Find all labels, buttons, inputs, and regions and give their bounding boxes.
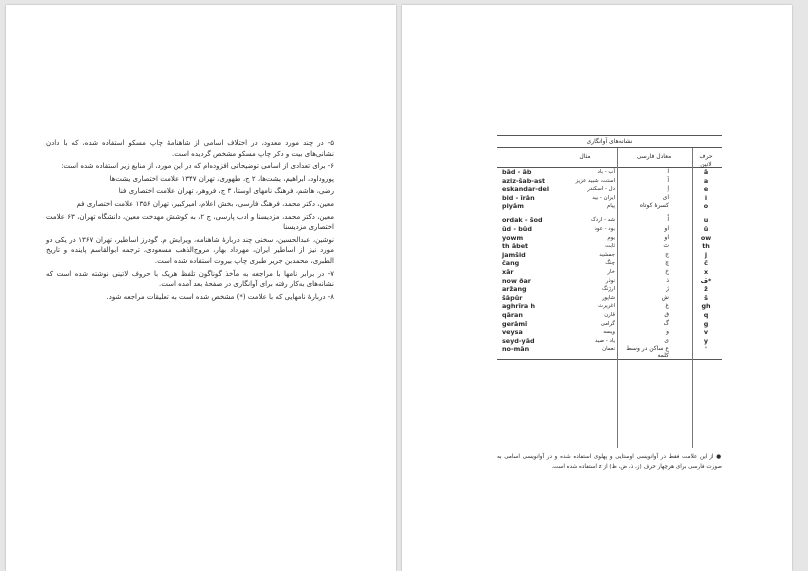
table-row [497, 320, 722, 329]
table-row [497, 177, 722, 186]
persian-letter-cell: او [664, 224, 669, 232]
notes-block [46, 138, 334, 304]
persian-word-cell: استت، شبید عزیز [575, 177, 615, 184]
example-cell: piyām [502, 202, 524, 211]
example-cell: čang [502, 259, 520, 268]
table-row [497, 328, 722, 337]
source-noushin: نوشین، عبدالحسین، سخنی چند دربارهٔ شاهنامه، ویرایش م. گودرز اساطیر، تهران ۱۳۶۷ در یکی دو مورد نیز از اساطیر ایران، مهرداد بهار، مروج‌الذهب مسعودی، ترجمه ابوالقاسم پاینده و تاریخ الطبری، محمدبن جریر طبری چاپ بیروت استفاده شده است. [46, 235, 334, 265]
persian-word-cell: شد - اردک [590, 217, 615, 224]
persian-word-cell: دل - اسکندر [587, 186, 615, 193]
note-7: ۷- در برابر نامها با مراجعه به مآخذ گوناگون تلفظ هریک با حروف لاتینی نوشته شده است که نشانه‌های به‌کار رفته برای آوانگاری در صفحهٔ بعد آمده است. [46, 269, 334, 289]
note-8: ۸- دربارهٔ نامهایی که با علامت (*) مشخص شده است به تعلیقات مراجعه شود. [106, 292, 334, 301]
latin-letter-cell: x [703, 267, 709, 276]
table-row [497, 337, 722, 346]
table-row [497, 185, 722, 194]
example-cell: ordak - šod [502, 216, 543, 225]
example-cell: eskandar-del [502, 185, 550, 194]
example-cell: aržang [502, 285, 527, 294]
latin-letter-cell: gh [701, 302, 711, 311]
table-row [497, 234, 722, 243]
latin-letter-cell: th [702, 242, 710, 251]
example-cell: now ðar [502, 276, 531, 285]
note-6: ۶- برای تعدادی از اسامی توضیحاتی افزوده‌ام که در این مورد، از منابع زیر استفاده شده است: [61, 162, 334, 171]
latin-letter-cell: e [703, 185, 709, 194]
persian-letter-cell: ث [663, 242, 669, 250]
latin-letter-cell: v [703, 328, 709, 337]
footnote [497, 453, 722, 472]
table-row [497, 277, 722, 286]
footnote-text: از این علامت فقط در آوانویسی اوستایی و پهلوی استفاده شده و در آوانویسی اسامی به صورت فارسی برای هرچهار حرف (ز، ذ، ض، ظ) از z استفاده شده است. [497, 454, 722, 470]
example-cell: bād - āb [502, 168, 532, 176]
persian-word-cell: یوم [607, 234, 615, 241]
persian-letter-cell: آ [667, 168, 669, 175]
latin-letter-cell: ڤ* [700, 276, 712, 285]
table-row [497, 202, 722, 216]
example-cell: veysa [502, 328, 523, 337]
persian-word-cell: قارن [604, 311, 615, 318]
latin-letter-cell: č [704, 259, 708, 268]
column-divider [692, 148, 693, 448]
example-cell: qāran [502, 310, 523, 319]
persian-word-cell: خار [607, 268, 615, 275]
example-cell: seyd-yād [502, 336, 535, 345]
persian-word-cell: بود - عود [594, 225, 615, 232]
example-cell: šāpūr [502, 293, 523, 302]
example-cell: yowm [502, 233, 524, 242]
table-row [497, 345, 722, 359]
table-header [497, 148, 722, 168]
persian-letter-cell: خ [665, 267, 669, 275]
persian-word-cell: ارژنگ [601, 286, 615, 293]
latin-letter-cell: ' [705, 345, 707, 354]
persian-word-cell: آب - باد [597, 169, 615, 175]
example-cell: bid - īrān [502, 193, 535, 202]
table-row [497, 259, 722, 268]
latin-letter-cell: u [703, 216, 709, 225]
persian-letter-cell: و [666, 328, 669, 336]
example-cell: jamšid [502, 250, 526, 259]
example-cell: th ābet [502, 242, 529, 251]
persian-letter-cell: ق [664, 310, 669, 318]
table-bottom-rule [497, 359, 722, 360]
latin-letter-cell: ow [700, 233, 712, 242]
example-cell: ūd - būd [502, 224, 532, 233]
latin-letter-cell: ū [703, 224, 709, 233]
persian-word-cell: یاد - صید [595, 337, 615, 344]
persian-letter-cell: اِ [667, 185, 669, 193]
source-avesta-names: رضی، هاشم، فرهنگ نامهای اوستا، ۳ ج، فروهر، تهران علامت اختصاری فنا [118, 187, 334, 196]
persian-word-cell: ایران - بید [592, 194, 615, 201]
persian-letter-cell: چ [665, 259, 669, 267]
latin-letter-cell: y [703, 336, 709, 345]
latin-letter-cell: ā [703, 168, 709, 176]
example-cell: aghrīra h [502, 302, 536, 311]
footnote-marker: ● [716, 454, 723, 460]
example-cell: gerāmī [502, 319, 528, 328]
persian-word-cell: اغریرث [598, 303, 615, 310]
latin-letter-cell: q [703, 310, 709, 319]
note-5: ۵- در چند مورد معدود، در اختلاف اسامی از شاهنامهٔ چاپ مسکو استفاده شده، که با دادن نشانی‌های بیت و دکر چاپ مسکو مشخص گردیده است. [46, 139, 334, 158]
latin-letter-cell: a [703, 176, 709, 185]
example-cell: xār [502, 267, 514, 276]
persian-word-cell: پیام [606, 203, 615, 210]
persian-letter-cell: ای [662, 193, 669, 201]
table-row [497, 311, 722, 320]
header-latin: حرف لاتین [699, 153, 713, 168]
persian-letter-cell: ذ [666, 276, 669, 284]
table-title: نشانه‌های آوانگاری [497, 135, 722, 148]
table-row [497, 242, 722, 251]
table-row [497, 251, 722, 260]
persian-letter-cell: اَ [667, 176, 669, 184]
source-yashtha: پوروداود، ابراهیم، یشت‌ها، ۲ ج، طهوری، تهران ۱۳۴۷ علامت اختصاری یشت‌ها [109, 174, 334, 183]
persian-letter-cell: کسرهٔ کوتاه [639, 202, 669, 210]
table-row [497, 302, 722, 311]
table-row [497, 168, 722, 177]
latin-letter-cell: o [703, 202, 709, 211]
persian-letter-cell: گ [663, 319, 669, 327]
persian-word-cell: ویسه [603, 329, 615, 336]
table-row [497, 225, 722, 234]
latin-letter-cell: š [704, 293, 708, 302]
transliteration-table [497, 135, 722, 360]
persian-word-cell: نوذر [605, 277, 615, 284]
source-mazdisna: معین، دکتر محمد، مزدیسنا و ادب پارسی، ج ۲، به کوشش مهدخت معین، دانشگاه تهران، ۶۳ علامت اختصاری مزدیسنا [46, 212, 335, 232]
persian-letter-cell: ج [665, 250, 669, 258]
persian-word-cell: گرامی [600, 320, 615, 327]
persian-letter-cell: ش [661, 293, 669, 301]
example-cell: aziz-šab-ast [502, 176, 546, 185]
persian-letter-cell: غ [665, 302, 669, 310]
persian-letter-cell: ع ساکن در وسط کلمه [626, 345, 669, 360]
persian-word-cell: جمشید [599, 251, 615, 258]
persian-letter-cell: اُ [667, 216, 669, 224]
persian-letter-cell: ژ [666, 285, 669, 293]
right-page [402, 5, 792, 571]
persian-word-cell: شاپور [601, 294, 615, 301]
persian-letter-cell: ی [664, 336, 669, 344]
header-example: مثال [579, 153, 591, 160]
table-body [497, 168, 722, 359]
persian-word-cell: ثابت [605, 243, 615, 250]
persian-word-cell: نعمان [602, 346, 615, 353]
left-page [6, 5, 396, 571]
persian-word-cell: چنگ [605, 260, 615, 267]
source-farhang-farsi: معین، دکتر محمد، فرهنگ فارسی، بخش اعلام، امیرکبیر، تهران ۱۳۵۶ علامت اختصاری فم [76, 199, 334, 208]
header-persian-equiv: معادل فارسی [636, 153, 672, 160]
latin-letter-cell: ž [704, 285, 708, 294]
table-row [497, 194, 722, 203]
table-row [497, 294, 722, 303]
latin-letter-cell: g [703, 319, 709, 328]
table-row [497, 268, 722, 277]
latin-letter-cell: j [704, 250, 708, 259]
example-cell: no-mān [502, 345, 530, 354]
persian-letter-cell: او [664, 233, 669, 241]
latin-letter-cell: i [704, 193, 708, 202]
column-divider [617, 148, 618, 448]
table-row [497, 285, 722, 294]
table-row [497, 216, 722, 225]
